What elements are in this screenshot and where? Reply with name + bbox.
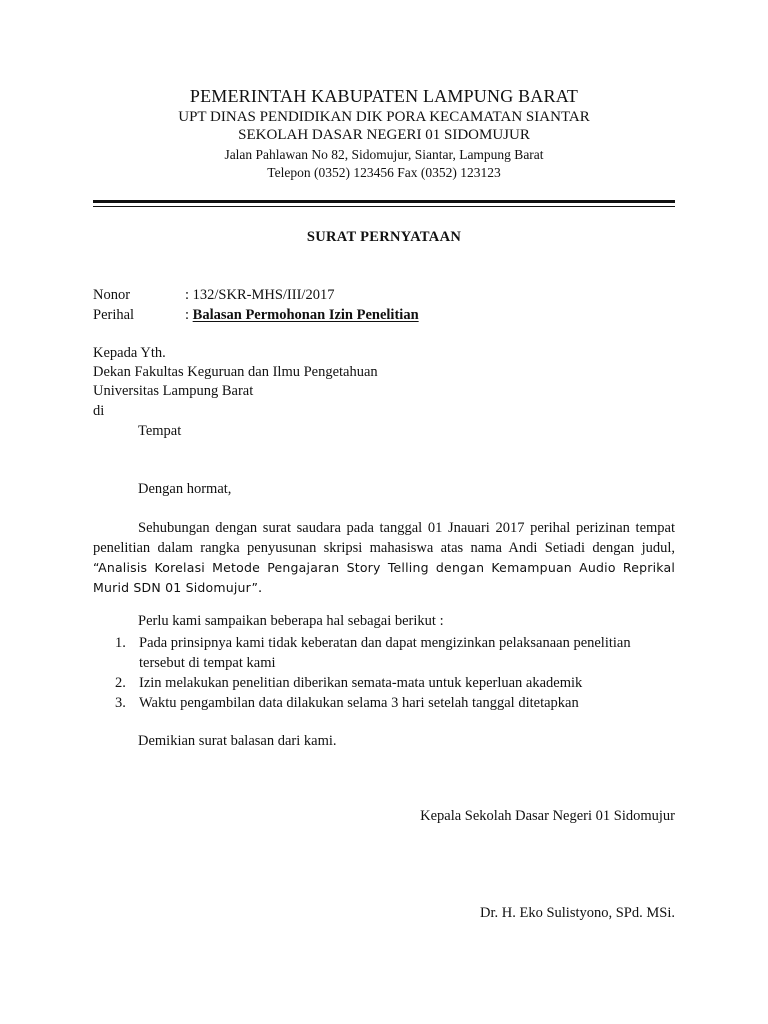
list-item-number: 1.	[115, 635, 126, 651]
letterhead-government: PEMERINTAH KABUPATEN LAMPUNG BARAT	[189, 86, 579, 106]
recipient-line-3: di	[93, 403, 105, 419]
signatory-position: Kepala Sekolah Dasar Negeri 01 Sidomujur	[420, 808, 675, 824]
paragraph-1-text: Sehubungan dengan surat saudara pada tanggal 01 Jnauari 2017 perihal perizinan tempat penelitian dalam rangka penyusunan skripsi mahasiswa atas nama Andi Setiadi dengan judul,	[93, 520, 675, 556]
list-item-text: Pada prinsipnya kami tidak keberatan dan dapat mengizinkan pelaksanaan penelitian tersebut di tempat kami	[139, 635, 631, 671]
list-item-text: Izin melakukan penelitian diberikan semata-mata untuk keperluan akademik	[139, 675, 583, 691]
subject-label: Perihal	[93, 307, 135, 323]
paragraph-2: Perlu kami sampaikan beberapa hal sebagai berikut :	[138, 613, 444, 629]
list-item	[93, 693, 675, 713]
letter-title: SURAT PERNYATAAN	[306, 229, 462, 245]
signatory-name: Dr. H. Eko Sulistyono, SPd. MSi.	[480, 905, 675, 921]
letterhead-phone: Telepon (0352) 123456 Fax (0352) 123123	[267, 165, 501, 180]
number-value: : 132/SKR-MHS/III/2017	[185, 287, 335, 303]
list-item	[93, 633, 675, 673]
letterhead-department: UPT DINAS PENDIDIKAN DIK PORA KECAMATAN SIANTAR	[178, 109, 590, 125]
list-item-text: Waktu pengambilan data dilakukan selama 3 hari setelah tanggal ditetapkan	[139, 695, 579, 711]
closing-sentence: Demikian surat balasan dari kami.	[138, 733, 337, 749]
letterhead-divider-thin	[93, 206, 675, 207]
number-label: Nonor	[93, 287, 131, 303]
points-list	[93, 633, 675, 713]
letterhead-school: SEKOLAH DASAR NEGERI 01 SIDOMUJUR	[238, 127, 530, 143]
recipient-place: Tempat	[138, 423, 182, 439]
list-item	[93, 673, 675, 693]
recipient-line-2: Universitas Lampung Barat	[93, 383, 254, 399]
list-item-number: 2.	[115, 675, 126, 691]
subject-value: Balasan Permohonan Izin Penelitian	[192, 307, 419, 323]
subject-colon: :	[185, 307, 193, 323]
list-item-number: 3.	[115, 695, 126, 711]
paragraph-1-end: .	[258, 580, 262, 596]
recipient-greeting: Kepada Yth.	[93, 345, 166, 361]
letterhead-address: Jalan Pahlawan No 82, Sidomujur, Siantar, Lampung Barat	[224, 147, 544, 162]
salutation: Dengan hormat,	[138, 481, 232, 497]
subject-line	[185, 307, 419, 324]
research-title: “Analisis Korelasi Metode Pengajaran Story Telling dengan Kemampuan Audio Reprikal Murid SDN 01 Sidomujur”	[93, 560, 675, 595]
letterhead-divider-thick	[93, 200, 675, 203]
paragraph-1	[93, 518, 675, 598]
recipient-line-1: Dekan Fakultas Keguruan dan Ilmu Pengetahuan	[93, 364, 378, 380]
